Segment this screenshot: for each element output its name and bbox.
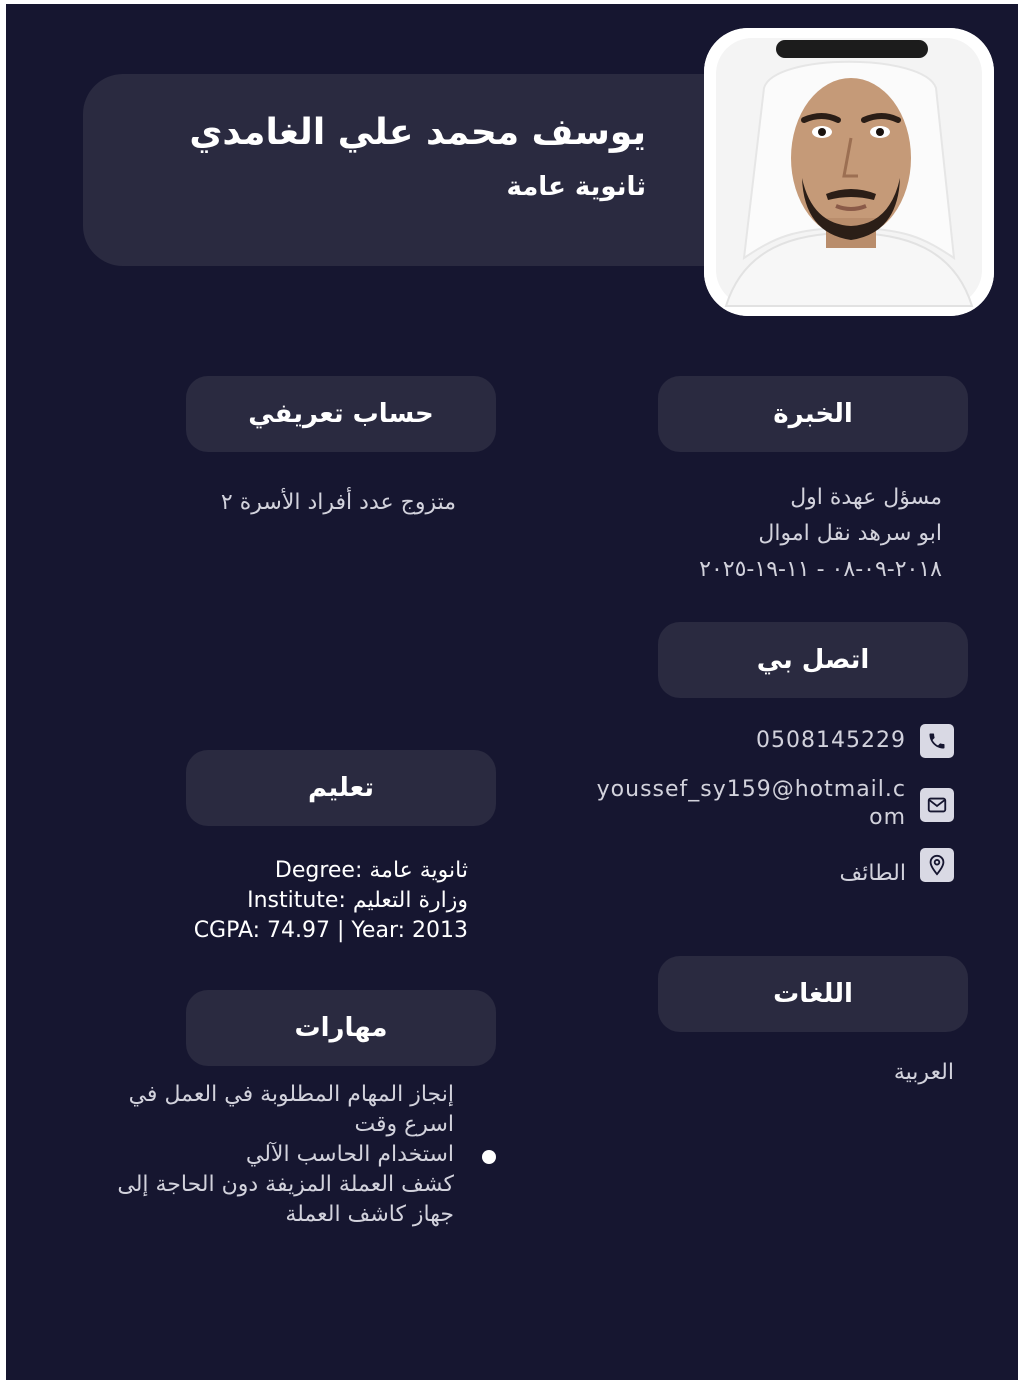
experience-company: ابو سرهد نقل اموال: [758, 521, 942, 546]
section-languages-title: اللغات: [658, 956, 968, 1032]
skill-2: استخدام الحاسب الآلي: [245, 1142, 454, 1167]
skill-1-line-1: إنجاز المهام المطلوبة في العمل في: [128, 1082, 454, 1107]
experience-dates: ٢٠١٨-٠٩-٠٨ - ١١-١٩-٢٠٢٥: [699, 557, 942, 582]
name-card: [83, 74, 743, 266]
phone-icon: [920, 724, 954, 758]
section-education-title: تعليم: [186, 750, 496, 826]
skill-1-line-2: اسرع وقت: [354, 1112, 454, 1137]
contact-location-row: [840, 848, 954, 888]
contact-location: الطائف: [839, 861, 906, 886]
bullet-icon: [482, 1150, 496, 1164]
section-contact-title: اتصل بي: [658, 622, 968, 698]
section-experience-title: الخبرة: [658, 376, 968, 452]
contact-phone-row[interactable]: [756, 724, 954, 758]
about-text: متزوج عدد أفراد الأسرة ٢: [220, 490, 456, 515]
location-pin-icon: [920, 848, 954, 882]
contact-email-row[interactable]: [597, 776, 954, 832]
experience-entry: [699, 480, 942, 588]
email-line-2: om: [869, 805, 906, 830]
skill-item: [34, 1170, 454, 1230]
skill-item: [34, 1140, 454, 1170]
section-profile-title: حساب تعريفي: [186, 376, 496, 452]
skill-item: [34, 1080, 454, 1140]
education-cgpa-year: CGPA: 74.97 | Year: 2013: [193, 918, 468, 943]
education-details: [194, 856, 468, 946]
email-line-1: youssef_sy159@hotmail.c: [596, 777, 906, 802]
profile-name: يوسف محمد علي الغامدي: [189, 112, 646, 153]
profile-photo: [704, 28, 994, 316]
cv-page: [6, 4, 1018, 1380]
skill-3-line-2: جهاز كاشف العملة: [285, 1202, 454, 1227]
language-item: العربية: [893, 1060, 954, 1085]
education-institute: Institute: وزارة التعليم: [247, 888, 468, 913]
mail-icon: [920, 788, 954, 822]
section-skills-title: مهارات: [186, 990, 496, 1066]
skills-list: [34, 1080, 454, 1230]
profile-title: ثانوية عامة: [506, 172, 646, 202]
contact-phone[interactable]: 0508145229: [756, 728, 906, 753]
education-degree: Degree: ثانوية عامة: [274, 858, 468, 883]
contact-email[interactable]: [597, 776, 906, 832]
experience-role: مسؤل عهدة اول: [790, 485, 942, 510]
skill-3-line-1: كشف العملة المزيفة دون الحاجة إلى: [117, 1172, 454, 1197]
